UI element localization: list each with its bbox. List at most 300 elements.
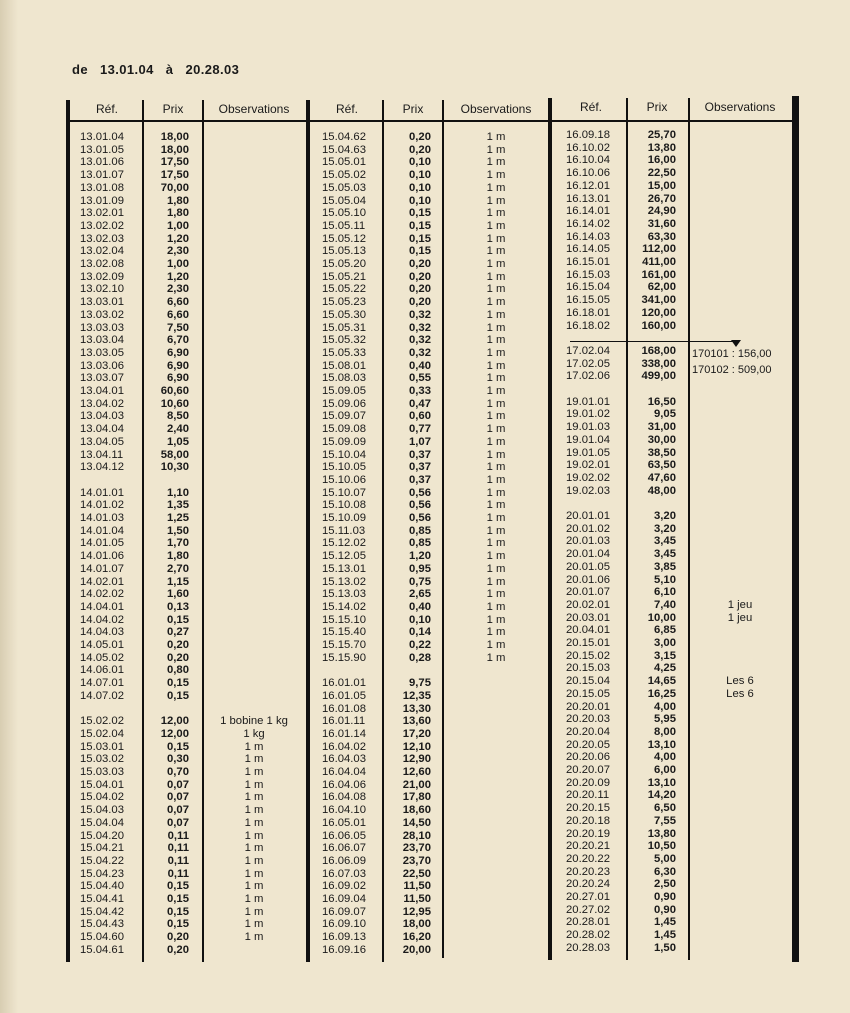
row-ref: 15.09.06 xyxy=(322,397,366,410)
row-price: 14,50 xyxy=(402,816,431,829)
row-observation: 1 m xyxy=(486,410,506,423)
row-ref: 20.20.07 xyxy=(566,764,610,776)
row-ref: 15.05.32 xyxy=(322,334,366,347)
row-price: 1,25 xyxy=(167,512,189,524)
row-ref: 16.14.05 xyxy=(566,243,610,256)
row-ref: 20.01.02 xyxy=(566,522,610,535)
row-price: 3,15 xyxy=(654,649,676,662)
row-observation: 1 m xyxy=(244,931,264,944)
row-price: 499,00 xyxy=(641,370,676,383)
row-price: 0,30 xyxy=(167,753,189,766)
row-ref: 15.05.33 xyxy=(322,346,366,359)
row-observation: 1 m xyxy=(244,854,264,867)
row-ref: 20.20.24 xyxy=(566,878,610,891)
row-ref: 13.02.03 xyxy=(80,232,124,245)
row-ref: 13.03.02 xyxy=(80,308,124,321)
row-price: 0,20 xyxy=(167,639,189,651)
row-ref: 20.28.03 xyxy=(566,941,610,954)
row-observation: Les 6 xyxy=(726,675,754,688)
row-price: 0,07 xyxy=(167,816,189,829)
rule-left-edge xyxy=(66,100,70,962)
row-price: 28,10 xyxy=(402,829,431,842)
row-price: 6,00 xyxy=(654,764,676,776)
row-price: 0,47 xyxy=(409,397,431,410)
row-price: 6,90 xyxy=(167,372,189,385)
row-ref: 15.04.02 xyxy=(80,791,124,804)
row-price: 2,65 xyxy=(409,588,431,601)
row-price: 22,50 xyxy=(402,867,431,880)
row-price: 5,95 xyxy=(654,713,676,726)
row-ref: 14.05.01 xyxy=(80,639,124,651)
row-price: 1,60 xyxy=(167,588,189,601)
row-price: 0,15 xyxy=(167,880,189,893)
row-observation: 1 jeu xyxy=(727,598,753,611)
row-price: 12,10 xyxy=(402,740,431,753)
row-ref: 19.01.05 xyxy=(566,446,610,459)
row-ref: 13.02.01 xyxy=(80,207,124,220)
row-ref: 20.01.05 xyxy=(566,560,610,573)
rule-3 xyxy=(306,100,310,962)
row-price: 8,50 xyxy=(167,410,189,423)
row-ref: 15.12.02 xyxy=(322,537,366,550)
rule-6 xyxy=(548,98,552,960)
row-price: 10,30 xyxy=(160,461,189,474)
row-price: 10,50 xyxy=(647,840,676,853)
row-ref: 16.10.04 xyxy=(566,154,610,167)
row-price: 0,15 xyxy=(167,893,189,905)
row-ref: 14.01.06 xyxy=(80,550,124,563)
row-observation: 1 m xyxy=(486,131,506,143)
row-price: 1,20 xyxy=(409,550,431,563)
row-price: 1,70 xyxy=(167,537,189,550)
row-price: 0,20 xyxy=(167,931,189,944)
row-price: 3,20 xyxy=(654,522,676,535)
row-ref: 20.20.23 xyxy=(566,865,610,878)
row-ref: 13.02.04 xyxy=(80,245,124,258)
row-price: 30,00 xyxy=(647,433,676,446)
row-price: 0,20 xyxy=(167,943,189,956)
row-ref: 16.04.10 xyxy=(322,804,366,817)
row-ref: 15.04.03 xyxy=(80,804,124,817)
row-ref: 16.07.03 xyxy=(322,867,366,880)
row-ref: 15.14.02 xyxy=(322,600,366,613)
row-price: 4,00 xyxy=(654,751,676,764)
row-ref: 15.12.05 xyxy=(322,550,366,563)
row-price: 0,15 xyxy=(167,918,189,931)
row-price: 0,55 xyxy=(409,372,431,385)
row-observation: 1 m xyxy=(486,512,506,524)
row-observation: 1 m xyxy=(244,740,264,753)
row-price: 20,00 xyxy=(402,943,431,956)
row-price: 0,32 xyxy=(409,321,431,334)
row-price: 3,00 xyxy=(654,637,676,649)
row-price: 0,15 xyxy=(409,245,431,258)
row-observation: 1 m xyxy=(486,600,506,613)
row-observation: 1 m xyxy=(244,880,264,893)
header-obs-1: Observations xyxy=(218,102,290,116)
header-ref-2: Réf. xyxy=(335,102,358,116)
row-ref: 16.15.01 xyxy=(566,256,610,268)
row-ref: 13.03.05 xyxy=(80,346,124,359)
row-price: 0,85 xyxy=(409,524,431,537)
row-observation: 1 m xyxy=(486,448,506,461)
header-price-1: Prix xyxy=(162,102,184,116)
row-price: 1,45 xyxy=(654,929,676,942)
row-price: 25,70 xyxy=(647,129,676,141)
row-price: 112,00 xyxy=(642,243,676,256)
row-ref: 13.03.04 xyxy=(80,334,124,347)
row-ref: 15.10.06 xyxy=(322,473,366,486)
row-observation: Les 6 xyxy=(726,687,754,700)
row-ref: 16.01.01 xyxy=(322,677,366,690)
row-ref: 16.05.01 xyxy=(322,816,366,829)
row-price: 0,20 xyxy=(409,296,431,309)
row-ref: 15.08.01 xyxy=(322,359,366,372)
row-ref: 16.04.06 xyxy=(322,778,366,791)
row-ref: 15.05.03 xyxy=(322,181,366,194)
row-observation: 1 m xyxy=(486,156,506,169)
row-price: 3,45 xyxy=(654,548,676,561)
row-observation: 1 m xyxy=(486,537,506,550)
row-price: 6,90 xyxy=(167,359,189,372)
row-price: 16,25 xyxy=(647,687,676,700)
row-ref: 20.03.01 xyxy=(566,611,610,624)
row-observation: 1 m xyxy=(486,613,506,626)
row-observation: 1 m xyxy=(486,169,506,182)
row-ref: 13.01.08 xyxy=(80,181,124,194)
row-ref: 20.20.22 xyxy=(566,852,610,865)
row-ref: 14.02.01 xyxy=(80,575,124,588)
row-price: 22,50 xyxy=(647,167,676,180)
row-price: 6,85 xyxy=(654,624,676,637)
row-price: 0,07 xyxy=(167,804,189,817)
row-ref: 14.01.05 xyxy=(80,537,124,550)
row-ref: 15.15.70 xyxy=(322,639,366,651)
row-observation: 1 m xyxy=(486,232,506,245)
row-price: 5,10 xyxy=(654,573,676,586)
row-price: 31,00 xyxy=(647,421,676,434)
header-price-2: Prix xyxy=(402,102,424,116)
row-ref: 15.13.02 xyxy=(322,575,366,588)
row-ref: 14.04.03 xyxy=(80,626,124,639)
row-price: 0,37 xyxy=(409,473,431,486)
row-observation: 1 m xyxy=(244,766,264,778)
row-ref: 14.01.04 xyxy=(80,524,124,537)
row-price: 58,00 xyxy=(160,448,189,461)
page-gutter-shade xyxy=(0,0,18,1013)
row-ref: 16.04.02 xyxy=(322,740,366,753)
row-observation: 1 m xyxy=(244,816,264,829)
row-ref: 15.04.21 xyxy=(80,842,124,855)
row-observation: 1 m xyxy=(486,639,506,651)
row-ref: 15.13.03 xyxy=(322,588,366,601)
row-ref: 13.04.02 xyxy=(80,397,124,410)
row-price: 12,00 xyxy=(160,727,189,740)
row-price: 11,50 xyxy=(403,893,431,905)
row-ref: 15.04.42 xyxy=(80,905,124,918)
row-ref: 20.20.19 xyxy=(566,827,610,840)
row-price: 0,15 xyxy=(409,219,431,232)
row-ref: 16.10.02 xyxy=(566,141,610,154)
row-price: 0,15 xyxy=(409,207,431,220)
row-ref: 15.05.01 xyxy=(322,156,366,169)
row-price: 16,00 xyxy=(647,154,676,167)
row-ref: 15.03.02 xyxy=(80,753,124,766)
row-ref: 20.01.04 xyxy=(566,548,610,561)
row-ref: 15.09.08 xyxy=(322,423,366,436)
row-price: 16,20 xyxy=(402,931,431,944)
row-observation: 1 m xyxy=(486,270,506,283)
row-ref: 15.09.07 xyxy=(322,410,366,423)
row-observation: 1 m xyxy=(486,143,506,156)
header-ref-3: Réf. xyxy=(579,100,602,114)
row-observation: 1 m xyxy=(486,207,506,220)
row-ref: 15.10.07 xyxy=(322,486,366,499)
row-price: 0,10 xyxy=(409,613,431,626)
row-ref: 16.06.07 xyxy=(322,842,366,855)
row-price: 0,56 xyxy=(409,499,431,512)
row-ref: 13.04.04 xyxy=(80,423,124,436)
row-ref: 20.02.01 xyxy=(566,598,610,611)
row-ref: 19.02.03 xyxy=(566,484,610,497)
row-price: 14,20 xyxy=(647,789,676,802)
row-ref: 20.20.21 xyxy=(566,840,610,853)
row-observation: 1 kg xyxy=(243,727,265,740)
row-price: 9,05 xyxy=(654,408,676,421)
row-price: 21,00 xyxy=(402,778,431,791)
row-ref: 15.05.22 xyxy=(322,283,366,296)
row-observation: 1 m xyxy=(244,842,264,855)
row-price: 12,95 xyxy=(402,905,431,918)
row-ref: 15.10.09 xyxy=(322,512,366,524)
page-title: de 13.01.04 à 20.28.03 xyxy=(72,62,240,77)
row-ref: 16.06.09 xyxy=(322,854,366,867)
row-price: 1,50 xyxy=(654,941,676,954)
row-price: 1,20 xyxy=(167,270,189,283)
row-ref: 15.15.90 xyxy=(322,651,366,664)
row-price: 0,15 xyxy=(167,740,189,753)
row-ref: 16.09.10 xyxy=(322,918,366,931)
row-price: 0,56 xyxy=(409,512,431,524)
row-price: 12,60 xyxy=(402,766,431,778)
row-price: 0,37 xyxy=(409,461,431,474)
row-ref: 13.01.06 xyxy=(80,156,124,169)
row-observation: 1 m xyxy=(244,829,264,842)
row-observation: 1 m xyxy=(244,804,264,817)
row-ref: 15.05.02 xyxy=(322,169,366,182)
row-price: 0,20 xyxy=(409,270,431,283)
row-ref: 20.01.06 xyxy=(566,573,610,586)
row-ref: 16.01.08 xyxy=(322,702,366,715)
row-price: 3,45 xyxy=(654,535,676,548)
row-price: 0,27 xyxy=(167,626,189,639)
row-ref: 15.02.02 xyxy=(80,715,124,728)
row-ref: 16.15.04 xyxy=(566,281,610,294)
row-ref: 15.04.40 xyxy=(80,880,124,893)
row-ref: 16.18.01 xyxy=(566,306,610,319)
row-price: 5,00 xyxy=(654,852,676,865)
row-price: 3,20 xyxy=(654,510,676,522)
row-price: 1,05 xyxy=(167,435,189,448)
row-ref: 15.05.04 xyxy=(322,194,366,207)
row-price: 168,00 xyxy=(641,344,676,357)
row-ref: 16.01.11 xyxy=(322,715,366,728)
row-price: 60,60 xyxy=(160,385,189,397)
row-price: 0,28 xyxy=(409,651,431,664)
row-ref: 16.14.02 xyxy=(566,217,610,230)
row-price: 13,10 xyxy=(647,776,676,789)
row-ref: 13.01.07 xyxy=(80,169,124,182)
arrow-line xyxy=(570,341,738,342)
row-price: 0,07 xyxy=(167,791,189,804)
row-price: 0,56 xyxy=(409,486,431,499)
row-ref: 20.15.02 xyxy=(566,649,610,662)
row-ref: 15.04.62 xyxy=(322,131,366,143)
row-price: 4,00 xyxy=(654,700,676,713)
row-ref: 13.01.04 xyxy=(80,131,124,143)
row-ref: 19.01.03 xyxy=(566,421,610,434)
row-observation: 1 m xyxy=(486,435,506,448)
row-ref: 15.05.10 xyxy=(322,207,366,220)
row-price: 23,70 xyxy=(402,854,431,867)
row-price: 10,00 xyxy=(647,611,676,624)
row-ref: 17.02.05 xyxy=(566,357,610,370)
row-ref: 16.01.14 xyxy=(322,727,366,740)
row-price: 2,30 xyxy=(167,245,189,258)
row-price: 12,00 xyxy=(160,715,189,728)
row-ref: 20.15.04 xyxy=(566,675,610,688)
row-ref: 17.02.04 xyxy=(566,344,610,357)
row-price: 0,85 xyxy=(409,537,431,550)
row-price: 0,15 xyxy=(167,677,189,690)
row-ref: 20.27.02 xyxy=(566,903,610,916)
row-ref: 14.01.02 xyxy=(80,499,124,512)
row-price: 2,70 xyxy=(167,562,189,575)
row-ref: 20.20.04 xyxy=(566,725,610,738)
row-observation: 1 m xyxy=(244,778,264,791)
row-ref: 16.09.07 xyxy=(322,905,366,918)
row-ref: 15.05.12 xyxy=(322,232,366,245)
row-ref: 15.04.23 xyxy=(80,867,124,880)
row-price: 3,85 xyxy=(654,560,676,573)
row-ref: 20.04.01 xyxy=(566,624,610,637)
rule-right-edge xyxy=(792,96,799,962)
row-ref: 15.04.41 xyxy=(80,893,124,905)
row-price: 0,77 xyxy=(409,423,431,436)
row-price: 120,00 xyxy=(641,306,676,319)
row-price: 17,80 xyxy=(402,791,431,804)
row-price: 18,60 xyxy=(402,804,431,817)
row-ref: 20.20.05 xyxy=(566,738,610,751)
row-ref: 13.02.09 xyxy=(80,270,124,283)
row-price: 1,00 xyxy=(167,219,189,232)
row-price: 26,70 xyxy=(647,192,676,205)
row-price: 1,00 xyxy=(167,258,189,270)
row-price: 23,70 xyxy=(402,842,431,855)
row-price: 0,32 xyxy=(409,334,431,347)
row-observation: 1 m xyxy=(486,258,506,270)
row-price: 0,90 xyxy=(654,891,676,903)
row-price: 2,50 xyxy=(654,878,676,891)
row-price: 341,00 xyxy=(641,294,676,307)
row-price: 0,11 xyxy=(167,842,189,855)
row-ref: 13.03.07 xyxy=(80,372,124,385)
row-price: 6,90 xyxy=(167,346,189,359)
row-ref: 16.09.02 xyxy=(322,880,366,893)
row-ref: 13.01.05 xyxy=(80,143,124,156)
row-price: 411,00 xyxy=(642,256,676,268)
row-ref: 14.07.02 xyxy=(80,689,124,702)
row-price: 13,80 xyxy=(647,827,676,840)
row-price: 0,10 xyxy=(409,169,431,182)
row-price: 0,37 xyxy=(409,448,431,461)
row-price: 70,00 xyxy=(160,181,189,194)
row-price: 0,15 xyxy=(167,905,189,918)
row-ref: 13.03.03 xyxy=(80,321,124,334)
row-ref: 15.03.03 xyxy=(80,766,124,778)
row-ref: 14.01.03 xyxy=(80,512,124,524)
header-price-3: Prix xyxy=(646,100,668,114)
row-ref: 20.28.01 xyxy=(566,916,610,929)
row-ref: 14.05.02 xyxy=(80,651,124,664)
row-price: 0,11 xyxy=(167,867,189,880)
row-price: 10,60 xyxy=(160,397,189,410)
row-ref: 13.03.01 xyxy=(80,296,124,309)
side-note-170101: 170101 : 156,00 xyxy=(692,348,772,360)
row-price: 0,40 xyxy=(409,359,431,372)
row-observation: 1 m xyxy=(486,423,506,436)
row-ref: 13.02.02 xyxy=(80,219,124,232)
row-ref: 16.04.03 xyxy=(322,753,366,766)
row-price: 1,45 xyxy=(654,916,676,929)
row-observation: 1 m xyxy=(244,905,264,918)
row-ref: 15.05.23 xyxy=(322,296,366,309)
row-price: 0,10 xyxy=(409,194,431,207)
row-price: 11,50 xyxy=(403,880,431,893)
row-ref: 13.02.10 xyxy=(80,283,124,296)
row-ref: 15.11.03 xyxy=(322,524,366,537)
row-ref: 15.04.01 xyxy=(80,778,124,791)
row-ref: 15.03.01 xyxy=(80,740,124,753)
row-observation: 1 m xyxy=(486,283,506,296)
row-observation: 1 m xyxy=(244,893,264,905)
row-ref: 16.09.13 xyxy=(322,931,366,944)
row-price: 6,30 xyxy=(654,865,676,878)
row-price: 0,80 xyxy=(167,664,189,677)
row-ref: 15.15.40 xyxy=(322,626,366,639)
row-observation: 1 m xyxy=(244,918,264,931)
row-ref: 13.02.08 xyxy=(80,258,124,270)
row-price: 15,00 xyxy=(647,179,676,192)
row-ref: 15.05.20 xyxy=(322,258,366,270)
row-ref: 15.04.43 xyxy=(80,918,124,931)
row-price: 160,00 xyxy=(641,319,676,332)
row-ref: 16.13.01 xyxy=(566,192,610,205)
row-price: 38,50 xyxy=(647,446,676,459)
row-ref: 16.09.04 xyxy=(322,893,366,905)
row-ref: 14.04.02 xyxy=(80,613,124,626)
row-observation: 1 m xyxy=(486,575,506,588)
row-ref: 16.01.05 xyxy=(322,689,366,702)
row-price: 1,50 xyxy=(167,524,189,537)
row-ref: 16.09.18 xyxy=(566,129,610,141)
row-ref: 20.15.05 xyxy=(566,687,610,700)
row-ref: 15.13.01 xyxy=(322,562,366,575)
row-ref: 20.01.07 xyxy=(566,586,610,599)
row-price: 6,60 xyxy=(167,308,189,321)
row-observation: 1 m xyxy=(486,651,506,664)
row-price: 9,75 xyxy=(409,677,431,690)
